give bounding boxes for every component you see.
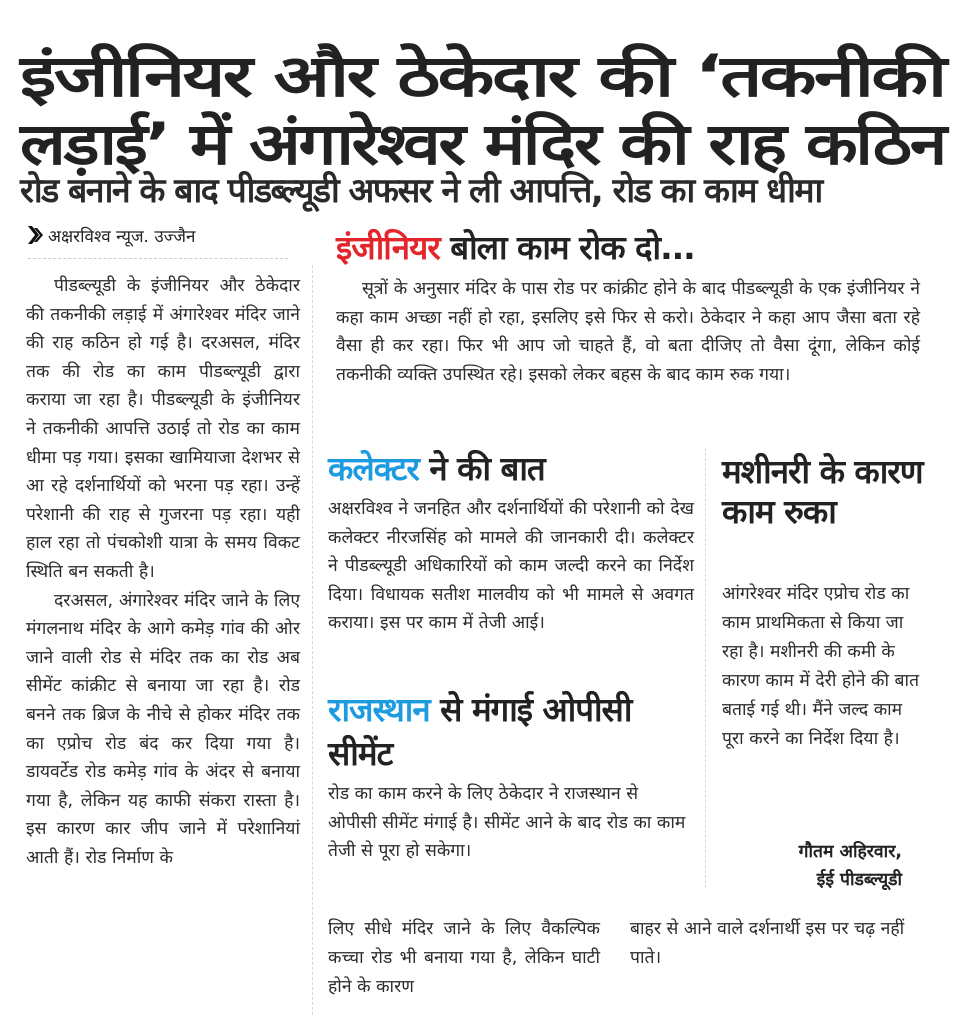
- section-body-engineer: सूत्रों के अनुसार मंदिर के पास रोड पर कांक्रीट होने के बाद पीडब्ल्यूडी के एक इंजीनियर ने कहा काम अच्छा नहीं हो रहा, इसलिए इसे फिर से करो। ठेकेदार ने कहा आप जैसा बता रहे वैसा ही कर रहा। फिर भी आप जो चाहते हैं, वो बता दीजिए तो वैसा दूंगा, लेकिन कोई तकनीकी व्यक्ति उपस्थित रहे। इसको लेकर बहस के बाद काम रुक गया।: [336, 279, 920, 385]
- section-body-collector: अक्षरविश्व ने जनहित और दर्शनार्थियों की परेशानी को देख कलेक्टर नीरजसिंह को मामले की जानकारी दी। कलेक्टर ने पीडब्ल्यूडी अधिकारियों को काम जल्दी करने का निर्देश दिया। विधायक सतीश मालवीय को भी मामले से अवगत कराया। इस पर काम में तेजी आई।: [328, 499, 694, 633]
- section-heading-collector: [328, 448, 545, 490]
- section-body-machinery: आंगरेश्वर मंदिर एप्रोच रोड का काम प्राथमिकता से किया जा रहा है। मशीनरी की कमी के कारण काम में देरी होने की बात बताई गई थी। मैंने जल्द काम पूरा करने का निर्देश दिया है।: [722, 584, 920, 749]
- quote-attribution: [722, 838, 902, 894]
- heading-rest: बोला काम रोक दो...: [439, 228, 695, 267]
- heading-highlight: राजस्थान: [328, 690, 430, 729]
- heading-highlight: कलेक्टर: [328, 449, 419, 488]
- main-paragraph: दरअसल, अंगारेश्वर मंदिर जाने के लिए मंगलनाथ मंदिर के आगे कमेड़ गांव की ओर जाने वाली रोड से मंदिर तक का रोड अब सीमेंट कांक्रीट से बनाया जा रहा है। रोड बनने तक ब्रिज के नीचे से होकर मंदिर तक का एप्रोच रोड बंद कर दिया गया है। डायवर्टेड रोड कमेड़ गांव के अंदर से बनाया गया है, लेकिन यह काफी संकरा रास्ता है। इस कारण कार जीप जाने में परेशानियां आती हैं। रोड निर्माण के: [26, 590, 300, 868]
- main-paragraph: पीडब्ल्यूडी के इंजीनियर और ठेकेदार की तकनीकी लड़ाई में अंगारेश्वर मंदिर जाने की राह कठिन हो गई है। दरअसल, मंदिर तक की रोड का काम पीडब्ल्यूडी द्वारा कराया जा रहा है। पीडब्ल्यूडी के इंजीनियर ने तकनीकी आपत्ति उठाई तो रोड का काम धीमा पड़ गया। इसका खामियाजा देशभर से आ रहे दर्शनार्थियों को भरना पड़ रहा। उन्हें परेशानी की राह से गुजरना पड़ रहा। यही हाल रहा तो पंचकोशी यात्रा के समय विकट स्थिति बन सकती है।: [26, 276, 300, 582]
- dateline-divider: [28, 258, 288, 259]
- headline: [20, 42, 950, 178]
- heading-rest: से मंगाई ओपीसी सीमेंट: [328, 690, 632, 773]
- section-heading-rajasthan: [328, 688, 688, 776]
- dateline-text: अक्षरविश्व न्यूज. उज्जैन: [48, 226, 196, 247]
- main-continuation-2: बाहर से आने वाले दर्शनार्थी इस पर चढ़ नहीं पाते।: [630, 919, 905, 968]
- heading-highlight: इंजीनियर: [336, 228, 440, 267]
- subheadline: रोड बनाने के बाद पीडब्ल्यूडी अफसर ने ली आपत्ति, रोड का काम धीमा: [20, 171, 822, 211]
- heading-rest: ने की बात: [418, 449, 545, 488]
- headline-line-2: लड़ाई’ में अंगारेश्वर मंदिर की राह कठिन: [20, 110, 945, 178]
- column-divider-right: [705, 448, 706, 888]
- attribution-title: ईई पीडब्ल्यूडी: [816, 870, 902, 890]
- main-column: [26, 272, 300, 872]
- section-heading-engineer: [336, 228, 695, 268]
- section-body-rajasthan: रोड का काम करने के लिए ठेकेदार ने राजस्थान से ओपीसी सीमेंट मंगाई है। सीमेंट आने के बाद रोड का काम तेजी से पूरा हो सकेगा।: [328, 784, 686, 861]
- column-divider-left: [312, 265, 313, 1015]
- double-chevron-right-icon: [28, 226, 44, 244]
- main-continuation-1: लिए सीधे मंदिर जाने के लिए वैकल्पिक कच्चा रोड भी बनाया गया है, लेकिन घाटी होने के कारण: [328, 919, 600, 997]
- attribution-name: गौतम अहिरवार,: [798, 842, 902, 862]
- section-heading-machinery: मशीनरी के कारण काम रुका: [722, 452, 923, 531]
- dateline: [28, 222, 195, 248]
- headline-line-1: इंजीनियर और ठेकेदार की ‘तकनीकी: [20, 42, 945, 110]
